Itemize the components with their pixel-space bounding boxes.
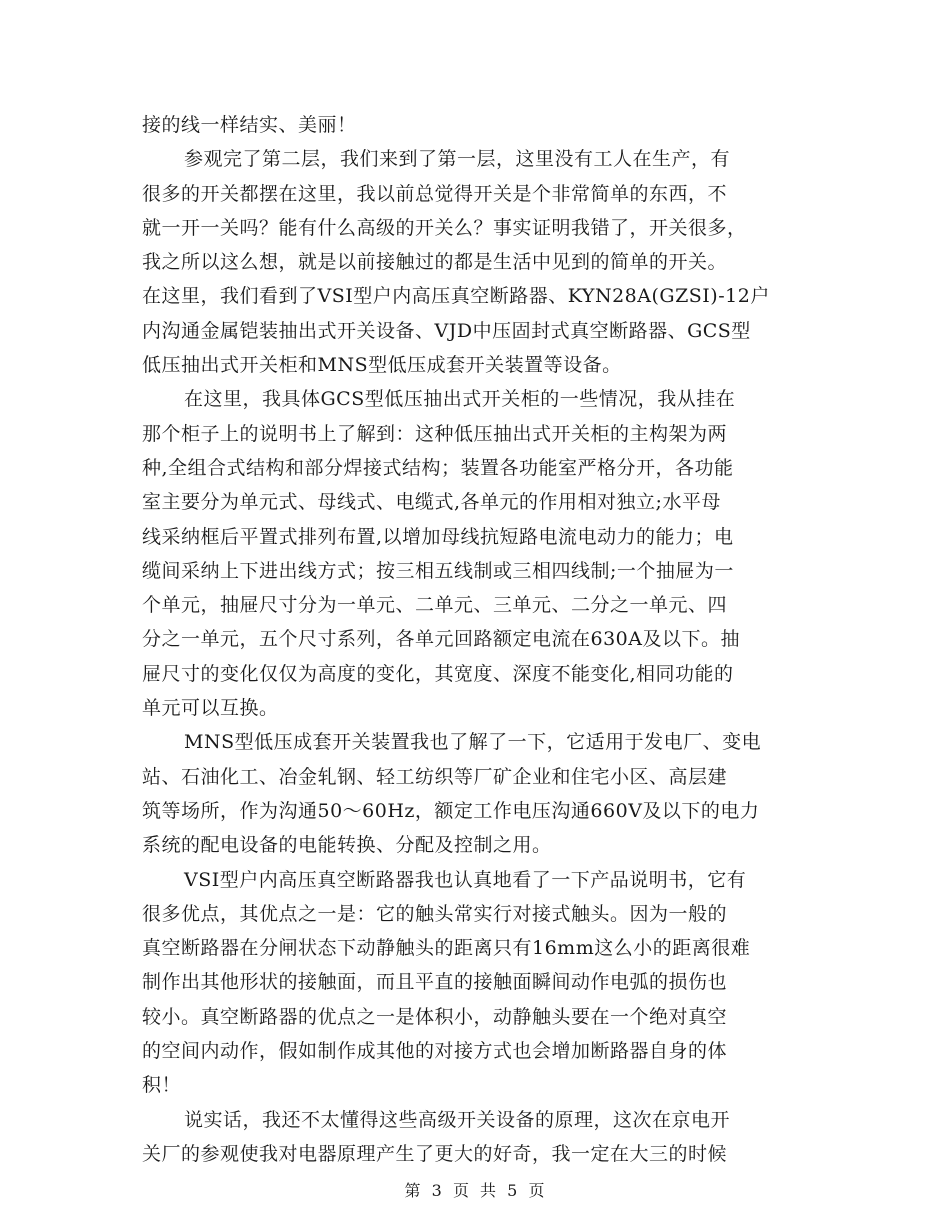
footer-prefix: 第 bbox=[404, 1181, 422, 1200]
text-line: 站、石油化工、冶金轧钢、轻工纺织等厂矿企业和住宅小区、高层建 bbox=[142, 765, 728, 788]
text-line: 很多的开关都摆在这里，我以前总觉得开关是个非常简单的东西，不 bbox=[142, 182, 728, 205]
text-line: 筑等场所，作为沟通50～60Hz，额定工作电压沟通660V及以下的电力 bbox=[142, 799, 760, 822]
footer-page-unit: 页 bbox=[452, 1181, 470, 1200]
text-line: 积！ bbox=[142, 1074, 182, 1097]
text-line: 真空断路器在分闸状态下动静触头的距离只有16mm这么小的距离很难 bbox=[142, 937, 751, 960]
footer-total-prefix: 共 bbox=[480, 1181, 498, 1200]
text-line: 那个柜子上的说明书上了解到：这种低压抽出式开关柜的主构架为两 bbox=[142, 422, 728, 445]
text-line: VSI型户内高压真空断路器我也认真地看了一下产品说明书，它有 bbox=[184, 868, 747, 891]
text-line: 接的线一样结实、美丽！ bbox=[142, 114, 357, 136]
page-footer bbox=[0, 1178, 950, 1201]
text-line: 在这里，我具体GCS型低压抽出式开关柜的一些情况，我从挂在 bbox=[184, 388, 736, 411]
text-line: 内沟通金属铠装抽出式开关设备、VJD中压固封式真空断路器、GCS型 bbox=[142, 319, 751, 342]
text-line: 种,全组合式结构和部分焊接式结构；装置各功能室严格分开，各功能 bbox=[142, 456, 734, 479]
text-line: 在这里，我们看到了VSI型户内高压真空断路器、KYN28A(GZSI)-12户 bbox=[142, 285, 770, 308]
document-body bbox=[142, 108, 814, 1171]
text-line: 室主要分为单元式、母线式、电缆式,各单元的作用相对独立;水平母 bbox=[142, 491, 721, 514]
text-line: 我之所以这么想，就是以前接触过的都是生活中见到的简单的开关。 bbox=[142, 251, 728, 274]
page-number: 3 bbox=[431, 1181, 443, 1200]
text-line: 个单元，抽屉尺寸分为一单元、二单元、三单元、二分之一单元、四 bbox=[142, 594, 728, 617]
text-line: 很多优点，其优点之一是：它的触头常实行对接式触头。因为一般的 bbox=[142, 902, 728, 925]
footer-total-unit: 页 bbox=[528, 1181, 546, 1200]
text-line: 参观完了第二层，我们来到了第一层，这里没有工人在生产，有 bbox=[184, 148, 731, 171]
text-line: 单元可以互换。 bbox=[142, 697, 279, 720]
text-line: 低压抽出式开关柜和MNS型低压成套开关装置等设备。 bbox=[142, 354, 622, 377]
text-line: 缆间采纳上下进出线方式；按三相五线制或三相四线制;一个抽屉为一 bbox=[142, 559, 734, 582]
text-line: 分之一单元，五个尺寸系列，各单元回路额定电流在630A及以下。抽 bbox=[142, 628, 740, 651]
text-line: 较小。真空断路器的优点之一是体积小，动静触头要在一个绝对真空 bbox=[142, 1005, 728, 1028]
text-line: 屉尺寸的变化仅仅为高度的变化，其宽度、深度不能变化,相同功能的 bbox=[142, 662, 734, 685]
text-line: MNS型低压成套开关装置我也了解了一下，它适用于发电厂、变电 bbox=[184, 731, 762, 754]
total-pages: 5 bbox=[507, 1181, 519, 1200]
text-line: 系统的配电设备的电能转换、分配及控制之用。 bbox=[142, 834, 552, 857]
text-line: 制作出其他形状的接触面，而且平直的接触面瞬间动作电弧的损伤也 bbox=[142, 971, 728, 994]
text-line: 的空间内动作，假如制作成其他的对接方式也会增加断路器自身的体 bbox=[142, 1040, 728, 1063]
text-line: 就一开一关吗？能有什么高级的开关么？事实证明我错了，开关很多， bbox=[142, 216, 747, 239]
text-line: 线采纳框后平置式排列布置,以增加母线抗短路电流电动力的能力；电 bbox=[142, 525, 734, 548]
text-line: 关厂的参观使我对电器原理产生了更大的好奇，我一定在大三的时候 bbox=[142, 1142, 728, 1165]
text-line: 说实话，我还不太懂得这些高级开关设备的原理，这次在京电开 bbox=[184, 1108, 731, 1131]
